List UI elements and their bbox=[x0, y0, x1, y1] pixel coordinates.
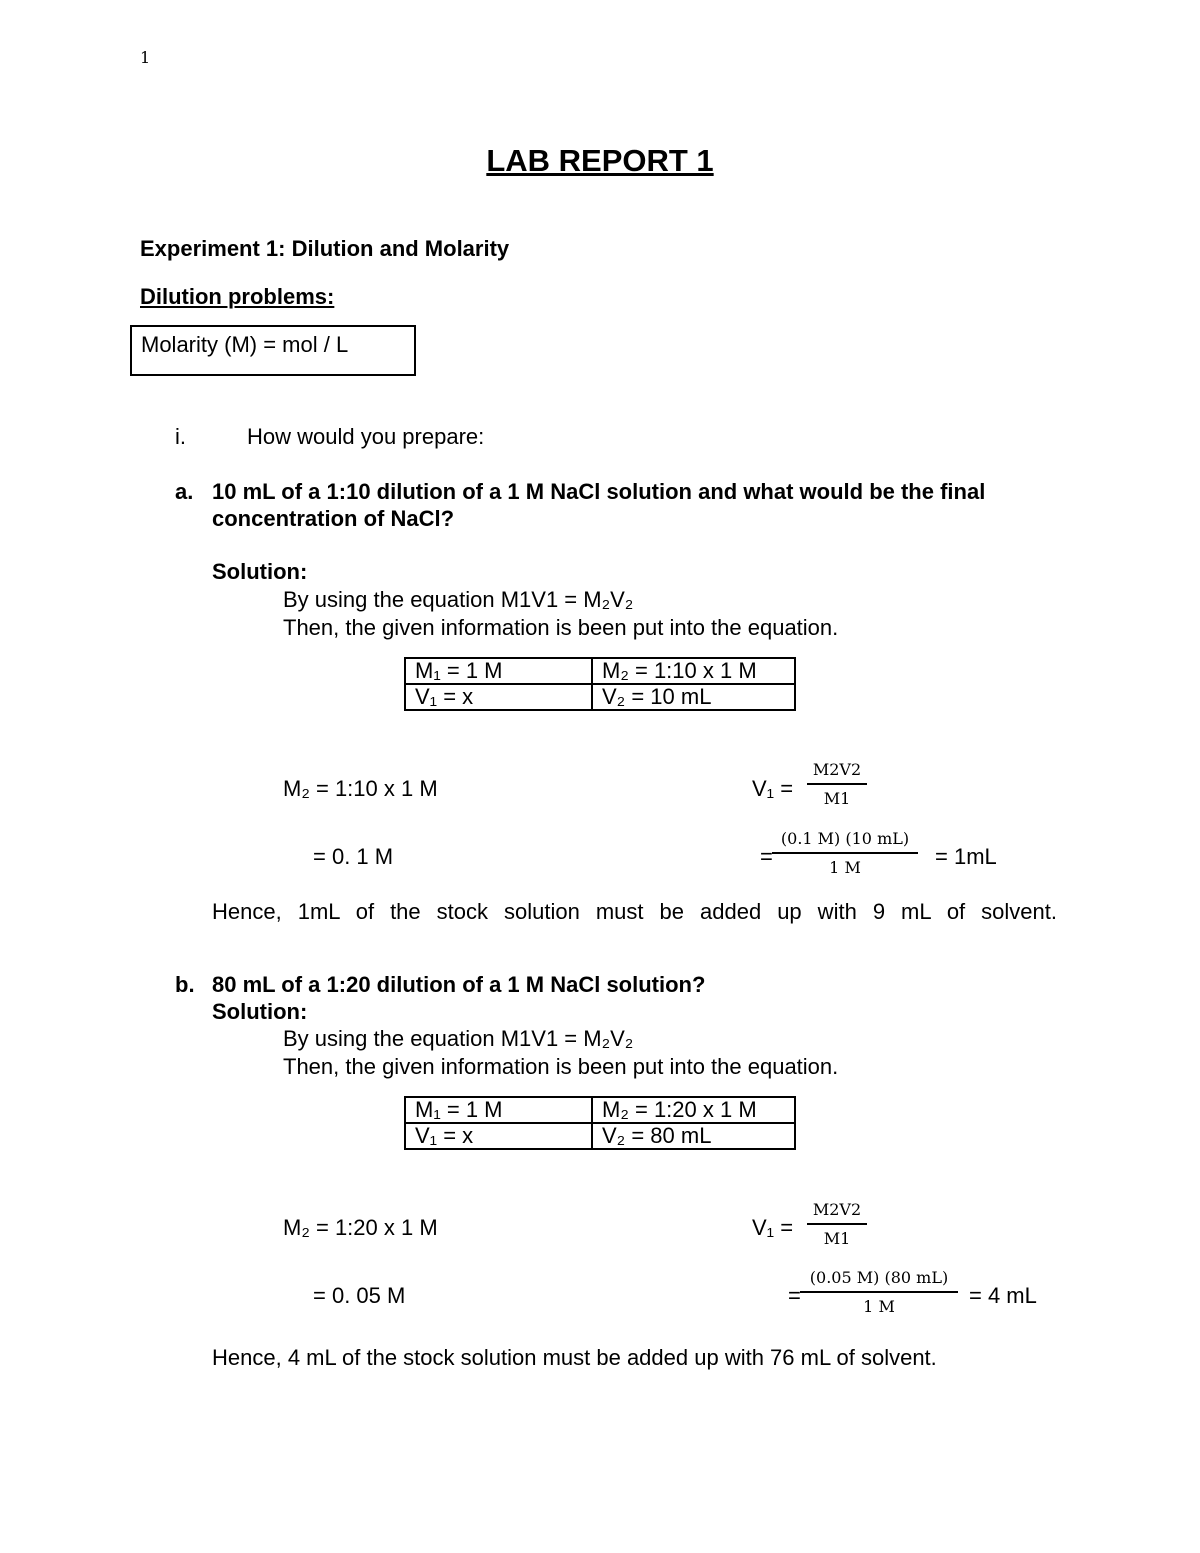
table-cell: M₂ = 1:10 x 1 M bbox=[592, 658, 795, 684]
table-cell: M₂ = 1:20 x 1 M bbox=[592, 1097, 795, 1123]
question-marker: i. bbox=[175, 424, 186, 449]
part-a-calc-fraction bbox=[772, 829, 918, 878]
part-b-v1-fraction bbox=[807, 1200, 867, 1249]
part-a-calc-result: = 1mL bbox=[935, 844, 997, 869]
part-a-calc-equals: = bbox=[760, 844, 773, 869]
part-a-given-table bbox=[404, 657, 796, 711]
part-a-step1: By using the equation M1V1 = M₂V₂ bbox=[283, 587, 634, 612]
fraction-numerator: M2V2 bbox=[807, 1200, 867, 1225]
table-cell: V₁ = x bbox=[405, 684, 592, 710]
table-cell: V₁ = x bbox=[405, 1123, 592, 1149]
part-b-v1-label: V₁ = bbox=[752, 1215, 794, 1240]
fraction-denominator: M1 bbox=[823, 789, 851, 808]
part-a-m2-line: M₂ = 1:10 x 1 M bbox=[283, 776, 438, 801]
part-b-question-line1: 80 mL of a 1:20 dilution of a 1 M NaCl solution? bbox=[212, 972, 706, 997]
experiment-heading: Experiment 1: Dilution and Molarity bbox=[140, 236, 510, 261]
table-cell: V₂ = 10 mL bbox=[592, 684, 795, 710]
part-b-calc-fraction bbox=[800, 1268, 958, 1317]
part-a-v1-fraction bbox=[807, 760, 867, 809]
fraction-denominator: 1 M bbox=[829, 858, 861, 877]
table-cell: V₂ = 80 mL bbox=[592, 1123, 795, 1149]
part-b-step2: Then, the given information is been put into the equation. bbox=[283, 1054, 839, 1079]
part-b-label: b. bbox=[175, 972, 195, 997]
table-cell: M₁ = 1 M bbox=[405, 1097, 592, 1123]
table-row bbox=[405, 684, 795, 710]
page-number: 1 bbox=[140, 48, 151, 67]
table-row bbox=[405, 1097, 795, 1123]
fraction-numerator: (0.05 M) (80 mL) bbox=[800, 1268, 958, 1293]
part-a-question-line2: concentration of NaCl? bbox=[212, 506, 455, 531]
question-text: How would you prepare: bbox=[247, 424, 485, 449]
dilution-problems-heading: Dilution problems: bbox=[140, 284, 335, 309]
part-a-label: a. bbox=[175, 479, 194, 504]
page-title: LAB REPORT 1 bbox=[486, 143, 714, 178]
part-a-step2: Then, the given information is been put into the equation. bbox=[283, 615, 839, 640]
part-b-step1: By using the equation M1V1 = M₂V₂ bbox=[283, 1026, 634, 1051]
part-b-calc-result: = 4 mL bbox=[969, 1283, 1037, 1308]
part-b-calc-equals: = bbox=[788, 1283, 801, 1308]
part-b-given-table bbox=[404, 1096, 796, 1150]
part-b-conclusion: Hence, 4 mL of the stock solution must be added up with 76 mL of solvent. bbox=[212, 1345, 937, 1370]
part-a-solution-label: Solution: bbox=[212, 559, 308, 584]
part-a-v1-label: V₁ = bbox=[752, 776, 794, 801]
part-a-question-line1: 10 mL of a 1:10 dilution of a 1 M NaCl solution and what would be the final bbox=[212, 479, 986, 504]
part-b-m2-result: = 0. 05 M bbox=[313, 1283, 406, 1308]
table-row bbox=[405, 658, 795, 684]
fraction-denominator: M1 bbox=[823, 1229, 851, 1248]
fraction-denominator: 1 M bbox=[863, 1297, 895, 1316]
table-row bbox=[405, 1123, 795, 1149]
table-cell: M₁ = 1 M bbox=[405, 658, 592, 684]
molarity-formula-box bbox=[130, 325, 416, 376]
fraction-numerator: M2V2 bbox=[807, 760, 867, 785]
part-b-m2-line: M₂ = 1:20 x 1 M bbox=[283, 1215, 438, 1240]
part-a-m2-result: = 0. 1 M bbox=[313, 844, 394, 869]
molarity-formula: Molarity (M) = mol / L bbox=[141, 332, 349, 357]
fraction-numerator: (0.1 M) (10 mL) bbox=[772, 829, 918, 854]
part-b-solution-label: Solution: bbox=[212, 999, 308, 1024]
part-a-conclusion: Hence, 1mL of the stock solution must be added up with 9 mL of solvent. bbox=[212, 899, 1057, 924]
